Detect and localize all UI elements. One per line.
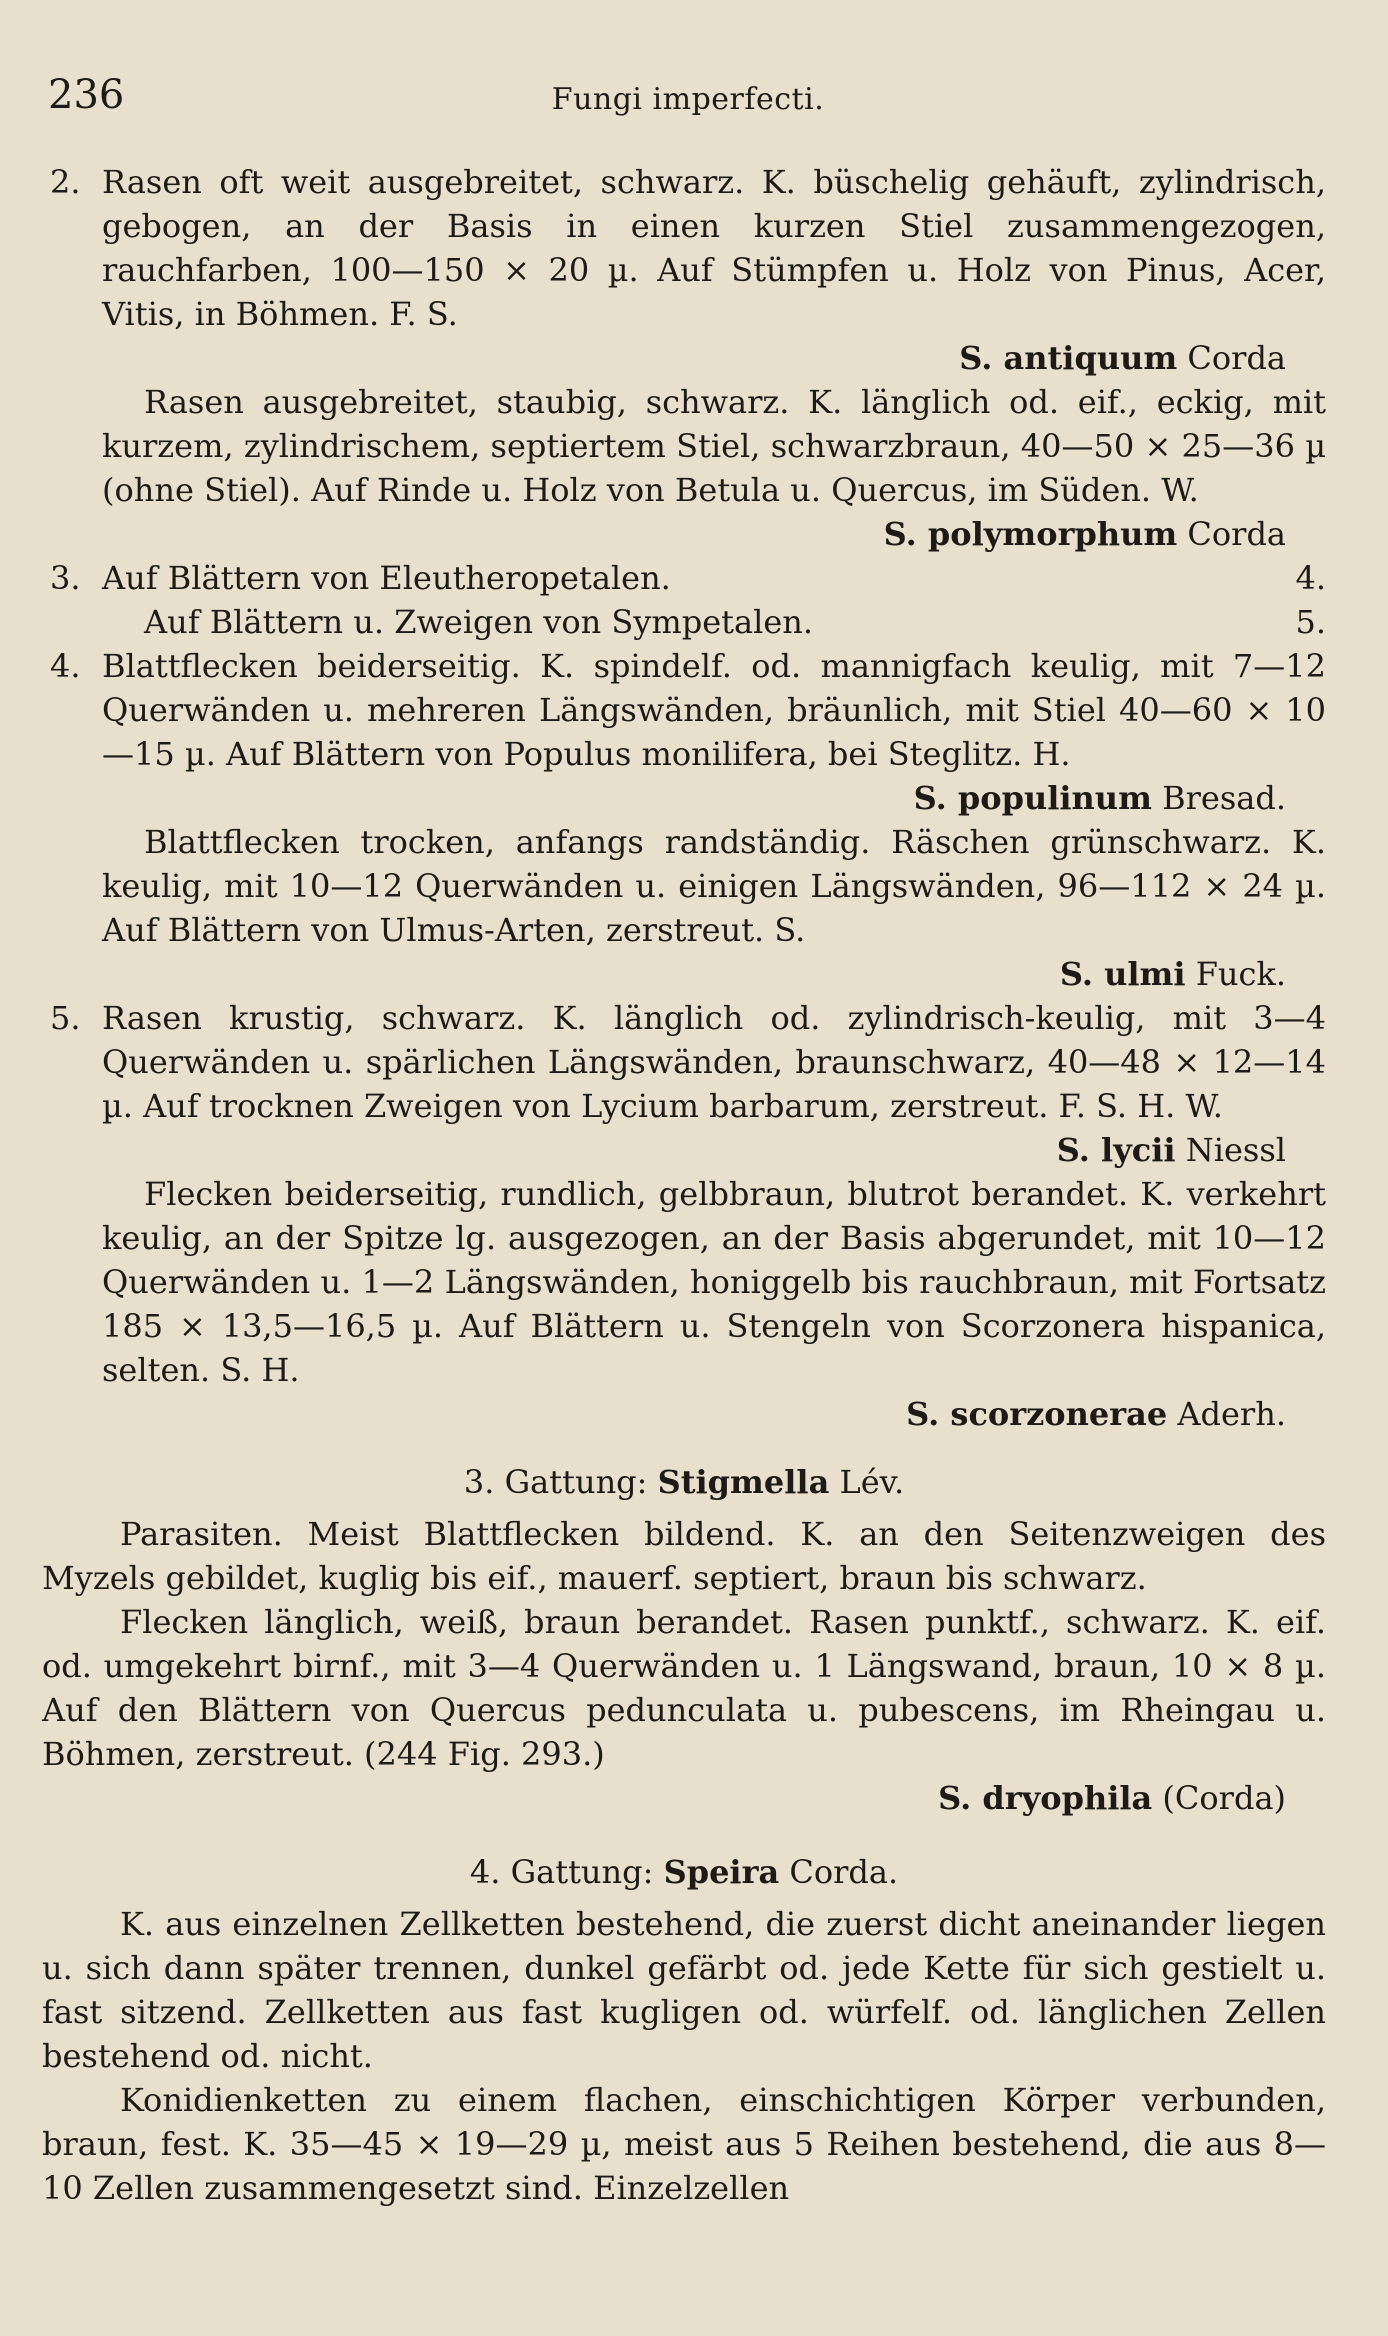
species-name-line — [42, 1776, 1326, 1820]
key-reference: 4. — [1295, 559, 1326, 597]
species-name-line — [102, 512, 1326, 556]
key-text: Flecken beiderseitig, rundlich, gelbbraun, blutrot berandet. K. verkehrt keulig, an der Spitze lg. ausgezogen, an der Basis abgerundet, mit 10—12 Querwänden u. 1—2 Längswänden, honiggelb bis rauchbraun, mit Fortsatz 185 × 13,5—16,5 µ. Auf Blättern u. Stengeln von Scorzonera hispanica, selten. S. H. — [102, 1175, 1326, 1389]
key-text: Blattflecken trocken, anfangs randständig. Räschen grünschwarz. K. keulig, mit 10—12 Querwänden u. einigen Längswänden, 96—112 × 24 µ. Auf Blättern von Ulmus-Arten, zerstreut. S. — [102, 823, 1326, 949]
key-entry-2 — [42, 160, 1326, 380]
key-text: Auf Blättern u. Zweigen von Sympetalen. — [144, 603, 814, 641]
species-author: (Corda) — [1162, 1779, 1286, 1817]
species-name: S. lycii — [1056, 1131, 1176, 1169]
key-reference: 5. — [1295, 603, 1326, 641]
species-author: Corda — [1187, 339, 1286, 377]
species-name: S. polymorphum — [883, 515, 1178, 553]
species-author: Corda — [1187, 515, 1286, 553]
species-name-line — [102, 1392, 1326, 1436]
key-lead — [102, 556, 1326, 600]
species-name-line — [102, 952, 1326, 996]
key-number: 3. — [50, 559, 81, 597]
key-text: Blattflecken beiderseitig. K. spindelf. od. mannigfach keulig, mit 7—12 Querwänden u. mehreren Längswänden, bräunlich, mit Stiel 40—60 × 10—15 µ. Auf Blättern von Populus monilifera, bei Steglitz. H. — [102, 647, 1326, 773]
key-entry-4-alt — [42, 820, 1326, 996]
species-name: S. populinum — [913, 779, 1152, 817]
genus-description: K. aus einzelnen Zellketten bestehend, die zuerst dicht aneinander liegen u. sich dann später trennen, dunkel gefärbt od. jede Kette für sich gestielt u. fast sitzend. Zellketten aus fast kugligen od. würfelf. od. länglichen Zellen bestehend od. nicht. — [42, 1905, 1326, 2075]
species-text: Flecken länglich, weiß, braun berandet. Rasen punktf., schwarz. K. eif. od. umgekehrt birnf., mit 3—4 Querwänden u. 1 Längswand, braun, 10 × 8 µ. Auf den Blättern von Quercus pedunculata u. pubescens, im Rheingau u. Böhmen, zerstreut. (244 Fig. 293.) — [42, 1603, 1326, 1773]
species-description: Konidienketten zu einem flachen, einschichtigen Körper verbunden, braun, fest. K. 35—45 × 19—29 µ, meist aus 5 Reihen bestehend, die aus 8—10 Zellen zusammengesetzt sind. Einzelzellen — [42, 2081, 1326, 2207]
species-name-line — [102, 336, 1326, 380]
genus-name: Speira — [663, 1853, 780, 1891]
key-entry-3-alt — [42, 600, 1326, 644]
species-name-line — [102, 1128, 1326, 1172]
key-text: Rasen oft weit ausgebreitet, schwarz. K. büschelig gehäuft, zylindrisch, gebogen, an der Basis in einen kurzen Stiel zusammengezogen, rauchfarben, 100—150 × 20 µ. Auf Stümpfen u. Holz von Pinus, Acer, Vitis, in Böhmen. F. S. — [102, 163, 1326, 333]
species-description — [42, 1600, 1326, 1820]
species-author: Niessl — [1185, 1131, 1286, 1169]
species-author: Fuck. — [1195, 955, 1286, 993]
genus-prefix: 3. Gattung: — [463, 1463, 648, 1501]
running-title: Fungi imperfecti. — [551, 82, 825, 117]
key-entry-5-alt — [42, 1172, 1326, 1436]
key-text: Auf Blättern von Eleutheropetalen. — [102, 559, 671, 597]
key-entry-2-alt — [42, 380, 1326, 556]
page-header — [48, 72, 1328, 128]
key-number: 4. — [50, 647, 81, 685]
genus-prefix: 4. Gattung: — [469, 1853, 654, 1891]
key-entry-3 — [42, 556, 1326, 600]
page-body — [42, 160, 1326, 2210]
genus-name: Stigmella — [657, 1463, 830, 1501]
key-entry-5 — [42, 996, 1326, 1172]
species-name: S. antiquum — [959, 339, 1178, 377]
genus-description: Parasiten. Meist Blattflecken bildend. K. an den Seitenzweigen des Myzels gebildet, kuglig bis eif., mauerf. septiert, braun bis schwarz. — [42, 1515, 1326, 1597]
species-name: S. scorzonerae — [906, 1395, 1168, 1433]
page-number: 236 — [48, 72, 125, 118]
key-entry-4 — [42, 644, 1326, 820]
genus-author: Corda. — [789, 1853, 899, 1891]
species-author: Aderh. — [1177, 1395, 1286, 1433]
key-lead — [102, 600, 1326, 644]
key-number: 5. — [50, 999, 81, 1037]
species-name: S. ulmi — [1059, 955, 1186, 993]
genus-heading-4 — [42, 1850, 1326, 1894]
species-author: Bresad. — [1162, 779, 1286, 817]
key-text: Rasen krustig, schwarz. K. länglich od. zylindrisch-keulig, mit 3—4 Querwänden u. spärlichen Längswänden, braunschwarz, 40—48 × 12—14 µ. Auf trocknen Zweigen von Lycium barbarum, zerstreut. F. S. H. W. — [102, 999, 1326, 1125]
key-number: 2. — [50, 163, 81, 201]
species-name: S. dryophila — [938, 1779, 1153, 1817]
genus-heading-3 — [42, 1460, 1326, 1504]
genus-author: Lév. — [839, 1463, 905, 1501]
species-name-line — [102, 776, 1326, 820]
key-text: Rasen ausgebreitet, staubig, schwarz. K. länglich od. eif., eckig, mit kurzem, zylindrischem, septiertem Stiel, schwarzbraun, 40—50 × 25—36 µ (ohne Stiel). Auf Rinde u. Holz von Betula u. Quercus, im Süden. W. — [102, 383, 1326, 509]
